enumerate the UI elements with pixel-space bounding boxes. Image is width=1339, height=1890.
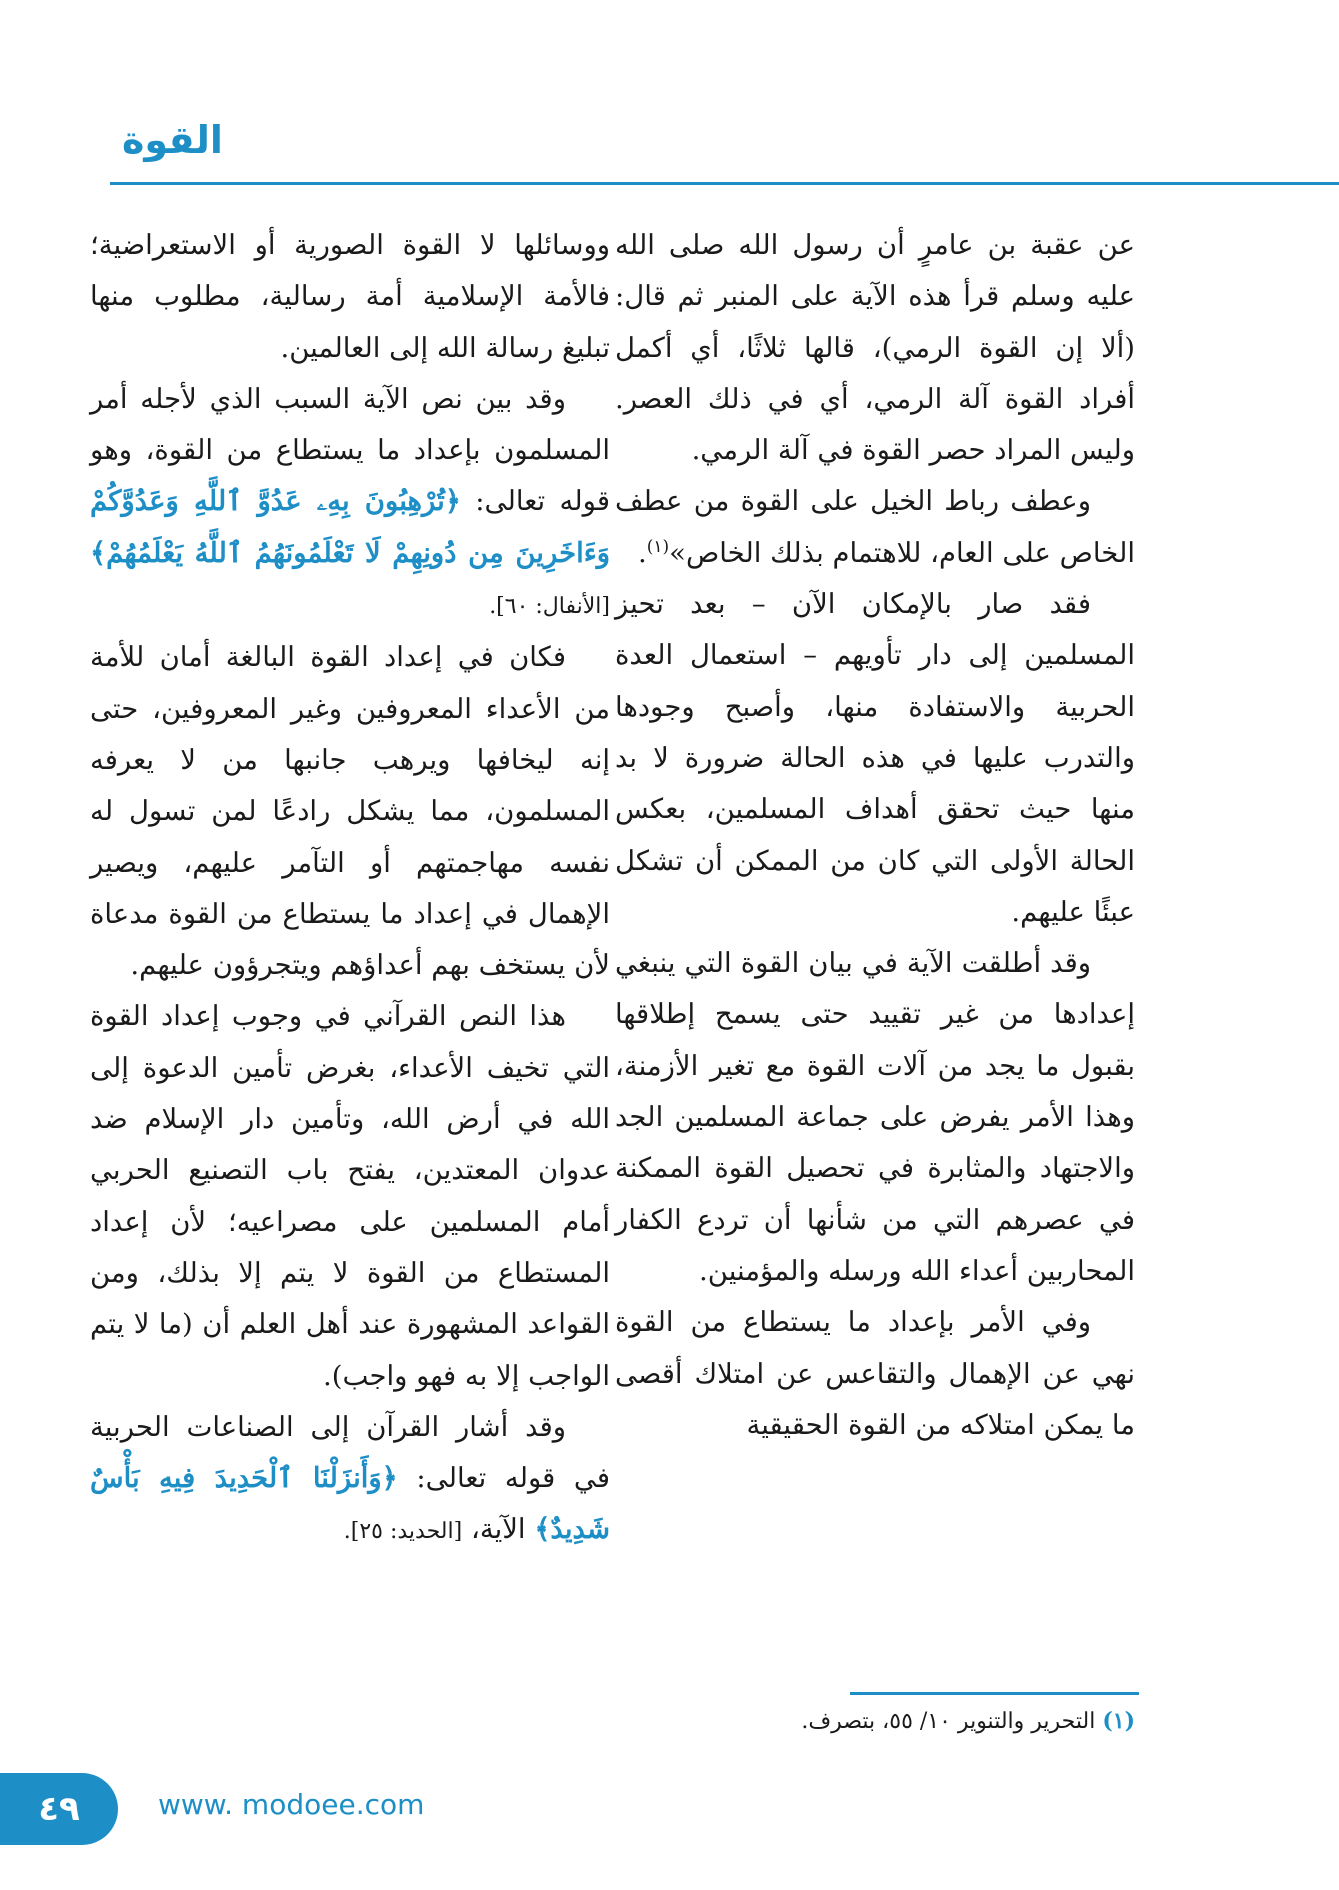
quran-verse-hadid: ﴿وَأَنزَلْنَا ٱلْحَدِيدَ فِيهِ بَأْسٌ شَدِيدٌ﴾: [90, 1462, 610, 1546]
page-header-title: القوة: [122, 118, 223, 162]
page-number: ٤٩: [0, 1773, 118, 1845]
left-column: [90, 220, 610, 1558]
paragraph-6: ووسائلها لا القوة الصورية أو الاستعراضية؛ فالأمة الإسلامية أمة رسالية، مطلوب منها تبليغ رسالة الله إلى العالمين.: [90, 229, 610, 364]
footnote: [615, 1705, 1135, 1738]
footnote-divider: [850, 1692, 1139, 1695]
footnote-number: (١): [1102, 1708, 1135, 1734]
paragraph-2: وعطف رباط الخيل على القوة من عطف الخاص على العام، للاهتمام بذلك الخاص»$^{(١)}$.: [615, 485, 1135, 569]
paragraph-5: وفي الأمر بإعداد ما يستطاع من القوة نهي عن الإهمال والتقاعس عن امتلاك أقصى ما يمكن امتلاكه من القوة الحقيقية: [615, 1306, 1135, 1441]
right-column: [615, 220, 1135, 1451]
header-divider: [110, 182, 1339, 185]
verse-reference-anfal: [الأنفال: ٦٠].: [489, 594, 610, 620]
paragraph-7: وقد بين نص الآية السبب الذي لأجله أمر المسلمون بإعداد ما يستطاع من القوة، وهو قوله تعالى: ﴿تُرْهِبُونَ بِهِۦ عَدُوَّ ٱللَّهِ وَعَدُوَّكُمْ وَءَاخَرِينَ مِن دُونِهِمْ لَا تَعْلَمُونَهُمُ ٱللَّهُ يَعْلَمُهُمْ﴾[الأنفال: ٦٠].: [90, 382, 610, 620]
paragraph-8: فكان في إعداد القوة البالغة أمان للأمة من الأعداء المعروفين وغير المعروفين، حتى إنه ليخافها ويرهب جانبها من لا يعرفه المسلمون، مما يشكل رادعًا لمن تسول له نفسه مهاجمتهم أو التآمر عليهم، ويصير الإهمال في إعداد ما يستطاع من القوة مدعاة لأن يستخف بهم أعداؤهم ويتجرؤون عليهم.: [90, 641, 610, 982]
paragraph-10: وقد أشار القرآن إلى الصناعات الحربية في قوله تعالى: ﴿وَأَنزَلْنَا ٱلْحَدِيدَ فِيهِ بَأْسٌ شَدِيدٌ﴾ الآية، [الحديد: ٢٥].: [90, 1410, 610, 1546]
website-link[interactable]: www. modoee.com: [158, 1788, 425, 1821]
verse-reference-hadid: [الحديد: ٢٥].: [343, 1519, 463, 1545]
footnote-text: التحرير والتنوير ١٠/ ٥٥، بتصرف.: [801, 1709, 1096, 1734]
footnote-marker[interactable]: (١): [646, 536, 670, 557]
paragraph-4: وقد أطلقت الآية في بيان القوة التي ينبغي إعدادها من غير تقييد حتى يسمح إطلاقها بقبول ما يجد من آلات القوة مع تغير الأزمنة، وهذا الأمر يفرض على جماعة المسلمين الجد والاجتهاد والمثابرة في تحصيل القوة الممكنة في عصرهم التي من شأنها أن تردع الكفار المحاربين أعداء الله ورسله والمؤمنين.: [615, 947, 1135, 1287]
paragraph-3: فقد صار بالإمكان الآن – بعد تحيز المسلمين إلى دار تأويهم – استعمال العدة الحربية والاستفادة منها، وأصبح وجودها والتدرب عليها في هذه الحالة ضرورة لا بد منها حيث تحقق أهداف المسلمين، بعكس الحالة الأولى التي كان من الممكن أن تشكل عبئًا عليهم.: [615, 588, 1135, 928]
quran-verse-anfal: ﴿تُرْهِبُونَ بِهِۦ عَدُوَّ ٱللَّهِ وَعَدُوَّكُمْ وَءَاخَرِينَ مِن دُونِهِمْ لَا تَعْلَمُونَهُمُ ٱللَّهُ يَعْلَمُهُمْ﴾: [90, 485, 610, 569]
paragraph-1: عن عقبة بن عامرٍ أن رسول الله صلى الله عليه وسلم قرأ هذه الآية على المنبر ثم قال: (ألا إن القوة الرمي)، قالها ثلاثًا، أي أكمل أفراد القوة آلة الرمي، أي في ذلك العصر. وليس المراد حصر القوة في آلة الرمي.: [615, 229, 1135, 467]
paragraph-9: هذا النص القرآني في وجوب إعداد القوة التي تخيف الأعداء، بغرض تأمين الدعوة إلى الله في أرض الله، وتأمين دار الإسلام ضد عدوان المعتدين، يفتح باب التصنيع الحربي أمام المسلمين على مصراعيه؛ لأن إعداد المستطاع من القوة لا يتم إلا بذلك، ومن القواعد المشهورة عند أهل العلم أن (ما لا يتم الواجب إلا به فهو واجب).: [90, 1000, 610, 1392]
